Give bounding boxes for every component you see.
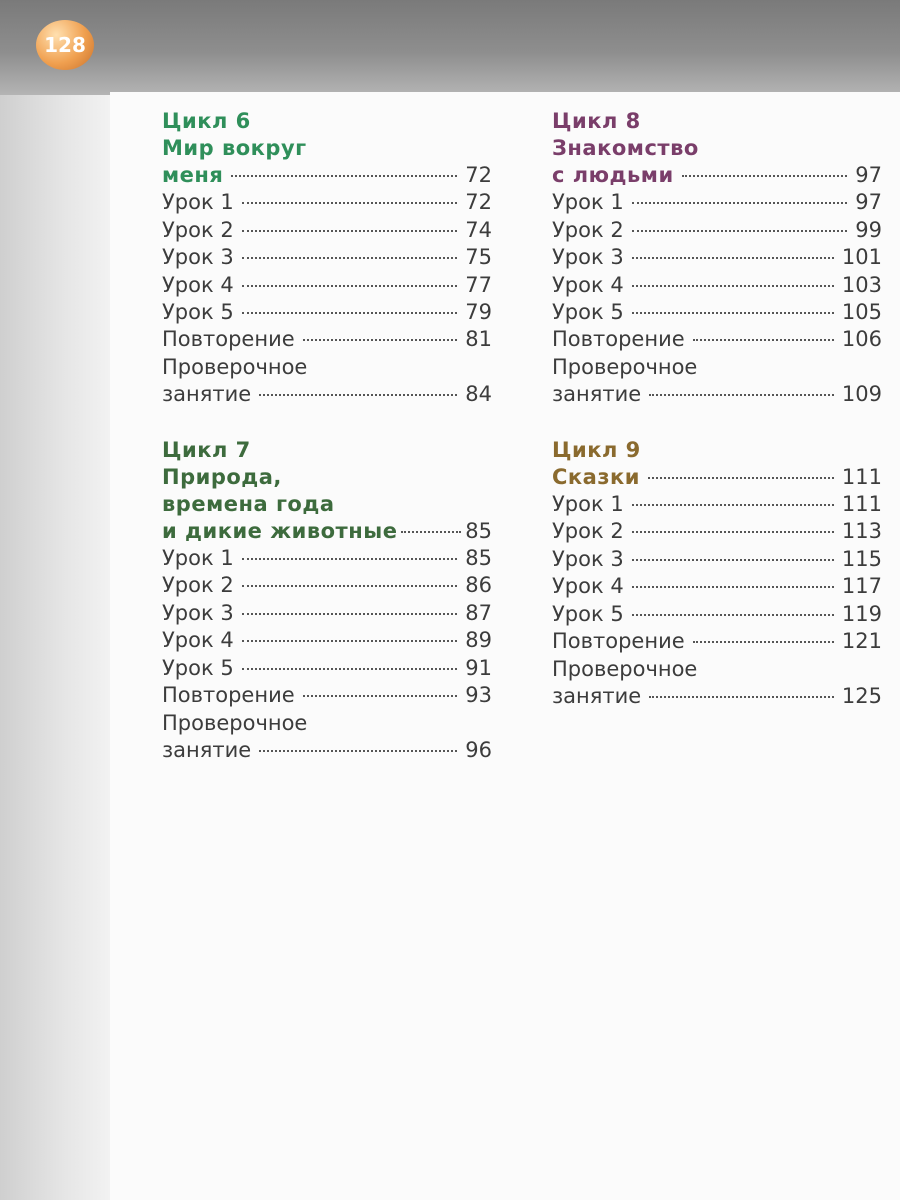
test-label-line1: Проверочное: [162, 354, 308, 379]
leader-dots: [632, 312, 834, 314]
leader-dots: [401, 531, 461, 533]
leader-dots: [648, 477, 834, 479]
page-ref: 121: [841, 629, 882, 654]
entry-label: Урок 5: [552, 300, 624, 325]
cycle-8-heading: Цикл 8: [552, 109, 641, 133]
entry-label: Урок 4: [552, 574, 624, 599]
page-ref: 79: [465, 300, 492, 325]
toc-entry[interactable]: [162, 299, 492, 326]
leader-dots: [649, 394, 834, 396]
toc-entry-test[interactable]: [162, 381, 492, 408]
cycle-7-title-row[interactable]: [162, 518, 492, 545]
page-ref: 111: [841, 464, 882, 489]
cycle-9-heading: Цикл 9: [552, 437, 641, 462]
leader-dots: [242, 668, 458, 670]
leader-dots: [632, 285, 834, 287]
page-ref: 115: [841, 546, 882, 571]
cycle-7-title-line3: и дикие животные: [162, 518, 398, 543]
toc-entry[interactable]: [552, 601, 882, 628]
entry-label: Урок 2: [162, 573, 234, 598]
toc-entry[interactable]: [162, 326, 492, 353]
entry-label: Урок 1: [162, 190, 234, 215]
entry-label: Повторение: [552, 327, 685, 352]
leader-dots: [242, 640, 458, 642]
leader-dots: [682, 175, 848, 177]
page-ref: 74: [465, 217, 492, 242]
page-ref: 85: [465, 546, 492, 571]
cycle-6-heading: Цикл 6: [162, 109, 251, 133]
test-label-line1: Проверочное: [552, 656, 698, 681]
page-ref: 109: [841, 382, 882, 407]
entry-label: Урок 2: [162, 217, 234, 242]
leader-dots: [242, 230, 458, 232]
entry-label: Повторение: [552, 629, 685, 654]
cycle-6-title-line1: Мир вокруг: [162, 136, 307, 160]
toc-entry[interactable]: [552, 518, 882, 545]
entry-label: Урок 5: [162, 655, 234, 680]
page-ref: 97: [855, 190, 882, 215]
leader-dots: [632, 559, 834, 561]
toc-entry[interactable]: [552, 628, 882, 655]
entry-label: Урок 4: [552, 272, 624, 297]
page-ref: 101: [841, 245, 882, 270]
entry-label: Урок 4: [162, 628, 234, 653]
toc-entry-test[interactable]: [162, 737, 492, 764]
page-ref: 87: [465, 600, 492, 625]
toc-entry[interactable]: [162, 189, 492, 216]
entry-label: занятие: [162, 737, 252, 762]
leader-dots: [632, 614, 834, 616]
cycle-7-heading: Цикл 7: [162, 437, 251, 462]
page-ref: 93: [465, 683, 492, 708]
leader-dots: [242, 585, 458, 587]
entry-label: Урок 1: [162, 546, 234, 571]
leader-dots: [259, 394, 457, 396]
entry-label: Урок 1: [552, 492, 624, 517]
page-ref: 106: [841, 327, 882, 352]
cycle-7-title-line2: времена года: [162, 491, 335, 516]
toc-entry[interactable]: [162, 572, 492, 599]
toc-entry-test[interactable]: [552, 683, 882, 710]
cycle-9-title-row[interactable]: [552, 464, 882, 491]
section-gap: [162, 409, 492, 437]
page-ref: 99: [855, 217, 882, 242]
page-ref: 117: [841, 574, 882, 599]
cycle-8-title-line1: Знакомство: [552, 136, 699, 160]
leader-dots: [632, 257, 834, 259]
toc-entry[interactable]: [552, 546, 882, 573]
entry-label: Урок 5: [552, 601, 624, 626]
page-ref: 86: [465, 573, 492, 598]
entry-label: Урок 4: [162, 272, 234, 297]
entry-label: Урок 3: [162, 245, 234, 270]
leader-dots: [242, 613, 458, 615]
entry-label: Урок 3: [162, 600, 234, 625]
cycle-8-title-row[interactable]: [552, 162, 882, 189]
toc-entry[interactable]: [162, 244, 492, 271]
leader-dots: [242, 285, 458, 287]
toc-entry[interactable]: [552, 326, 882, 353]
leader-dots: [632, 531, 834, 533]
toc-entry[interactable]: [552, 491, 882, 518]
leader-dots: [632, 202, 848, 204]
toc-entry[interactable]: [162, 545, 492, 572]
page-ref: 81: [465, 327, 492, 352]
entry-label: Урок 1: [552, 190, 624, 215]
page-ref: 125: [841, 683, 882, 708]
cycle-8-section: [552, 108, 882, 409]
page-ref: 85: [465, 518, 492, 543]
left-margin: [0, 95, 110, 1200]
section-gap: [552, 409, 882, 437]
page-ref: 89: [465, 628, 492, 653]
page-ref: 72: [465, 163, 492, 187]
leader-dots: [242, 202, 458, 204]
toc-entry[interactable]: [552, 299, 882, 326]
leader-dots: [242, 558, 458, 560]
leader-dots: [259, 750, 457, 752]
page-ref: 111: [841, 492, 882, 517]
page-ref: 105: [841, 300, 882, 325]
entry-label: Урок 5: [162, 300, 234, 325]
page-ref: 113: [841, 519, 882, 544]
toc-entry[interactable]: [162, 655, 492, 682]
entry-label: Урок 2: [552, 217, 624, 242]
toc-entry[interactable]: [162, 272, 492, 299]
page-number-badge: 128: [36, 20, 94, 70]
page-ref: 103: [841, 272, 882, 297]
leader-dots: [242, 257, 458, 259]
toc-entry[interactable]: [162, 682, 492, 709]
entry-label: занятие: [552, 382, 642, 407]
entry-label: Урок 3: [552, 245, 624, 270]
leader-dots: [693, 339, 834, 341]
cycle-6-section: [162, 108, 492, 409]
cycle-9-title-line1: Сказки: [552, 464, 641, 489]
cycle-6-title-row[interactable]: [162, 162, 492, 189]
leader-dots: [632, 504, 834, 506]
leader-dots: [693, 641, 834, 643]
leader-dots: [632, 230, 848, 232]
toc-entry[interactable]: [552, 573, 882, 600]
cycle-6-title-line2: меня: [162, 163, 224, 187]
toc-entry[interactable]: [552, 244, 882, 271]
entry-label: Урок 3: [552, 546, 624, 571]
entry-label: Повторение: [162, 683, 295, 708]
leader-dots: [649, 696, 834, 698]
page-ref: 96: [465, 737, 492, 762]
toc-entry[interactable]: [162, 217, 492, 244]
entry-label: Повторение: [162, 327, 295, 352]
cycle-7-title-line1: Природа,: [162, 464, 282, 489]
test-label-line1: Проверочное: [162, 710, 308, 735]
entry-label: Урок 2: [552, 519, 624, 544]
page-ref: 119: [841, 601, 882, 626]
toc-entry[interactable]: [552, 189, 882, 216]
entry-label: занятие: [162, 382, 252, 407]
entry-label: занятие: [552, 683, 642, 708]
cycle-7-section: [162, 437, 492, 765]
cycle-8-title-line2: с людьми: [552, 163, 674, 187]
page-ref: 75: [465, 245, 492, 270]
page-ref: 97: [855, 163, 882, 187]
page-ref: 84: [465, 382, 492, 407]
page-ref: 91: [465, 655, 492, 680]
leader-dots: [632, 586, 834, 588]
toc-entry[interactable]: [552, 272, 882, 299]
leader-dots: [303, 339, 458, 341]
toc-entry[interactable]: [552, 217, 882, 244]
toc-column-left: [162, 108, 492, 764]
cycle-9-section: [552, 437, 882, 711]
header-band: [0, 0, 900, 95]
page-ref: 77: [465, 272, 492, 297]
toc-entry[interactable]: [162, 627, 492, 654]
test-label-line1: Проверочное: [552, 354, 698, 379]
leader-dots: [303, 695, 458, 697]
page-ref: 72: [465, 190, 492, 215]
leader-dots: [242, 312, 458, 314]
leader-dots: [231, 175, 457, 177]
toc-entry-test[interactable]: [552, 381, 882, 408]
toc-column-right: [552, 108, 882, 710]
toc-entry[interactable]: [162, 600, 492, 627]
